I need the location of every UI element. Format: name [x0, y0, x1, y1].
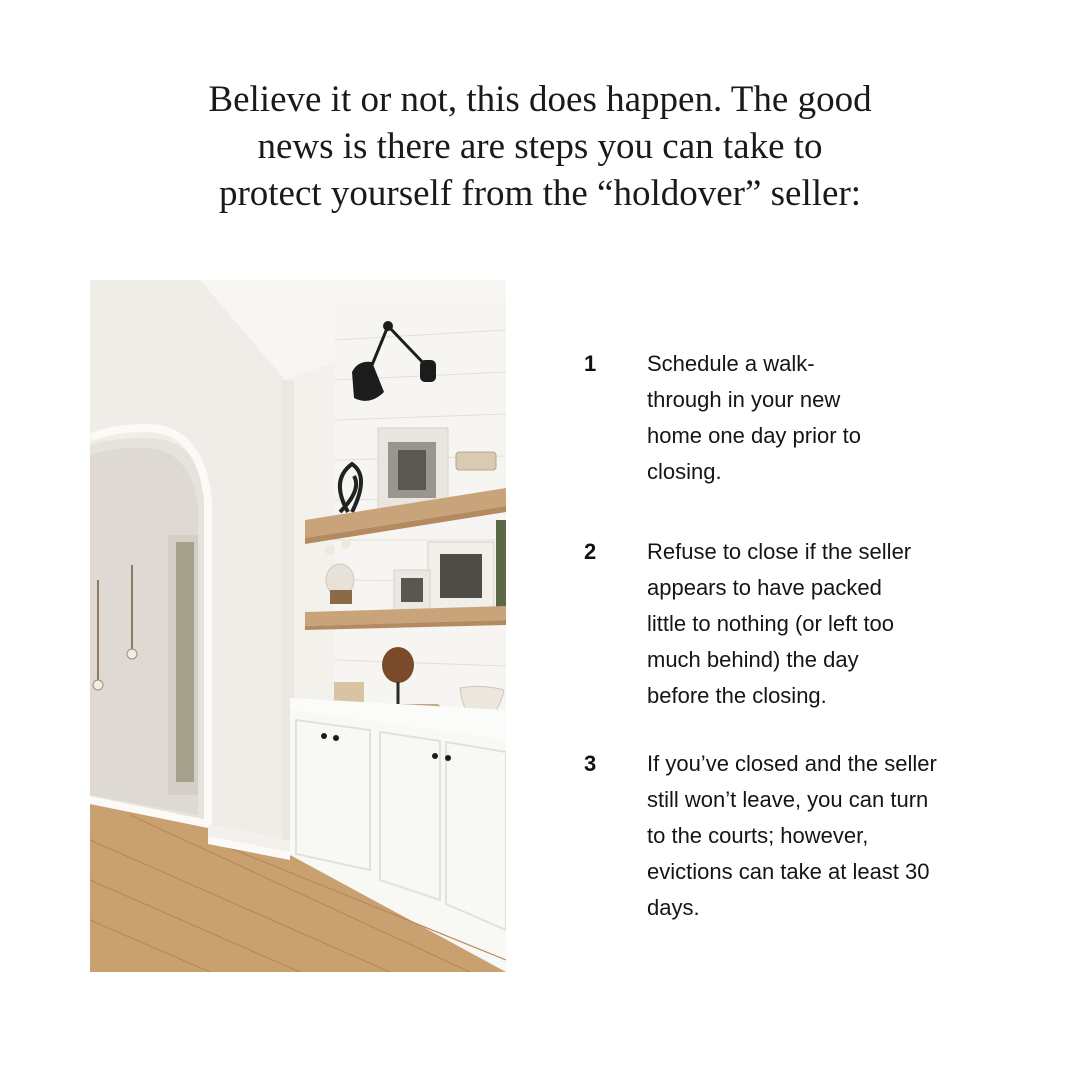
hallway-photo-icon — [90, 280, 506, 972]
hallway-photo — [90, 280, 506, 972]
headline-line: protect yourself from the “holdover” seller: — [218, 173, 862, 214]
headline-line: Believe it or not, this does happen. The good — [208, 79, 872, 120]
step-line: still won’t leave, you can turn — [647, 787, 929, 812]
step-line: If you’ve closed and the seller — [647, 751, 937, 776]
step-text — [647, 346, 861, 490]
step-line: much behind) the day — [647, 647, 859, 672]
step-number: 1 — [584, 351, 597, 376]
step-number: 3 — [584, 751, 597, 776]
step-line: home one day prior to — [647, 423, 862, 448]
step-line: closing. — [647, 459, 722, 484]
step-text — [647, 746, 937, 926]
step-text — [647, 534, 911, 714]
step-line: days. — [647, 895, 700, 920]
step-line: little to nothing (or left too — [647, 611, 895, 636]
step-line: through in your new — [647, 387, 841, 412]
headline-line: news is there are steps you can take to — [257, 126, 823, 167]
step-line: appears to have packed — [647, 575, 882, 600]
step-line: evictions can take at least 30 — [647, 859, 930, 884]
headline — [150, 76, 930, 217]
step-number: 2 — [584, 539, 597, 564]
step-line: Refuse to close if the seller — [647, 539, 912, 564]
step-line: to the courts; however, — [647, 823, 869, 848]
step-line: Schedule a walk- — [647, 351, 815, 376]
step-line: before the closing. — [647, 683, 827, 708]
